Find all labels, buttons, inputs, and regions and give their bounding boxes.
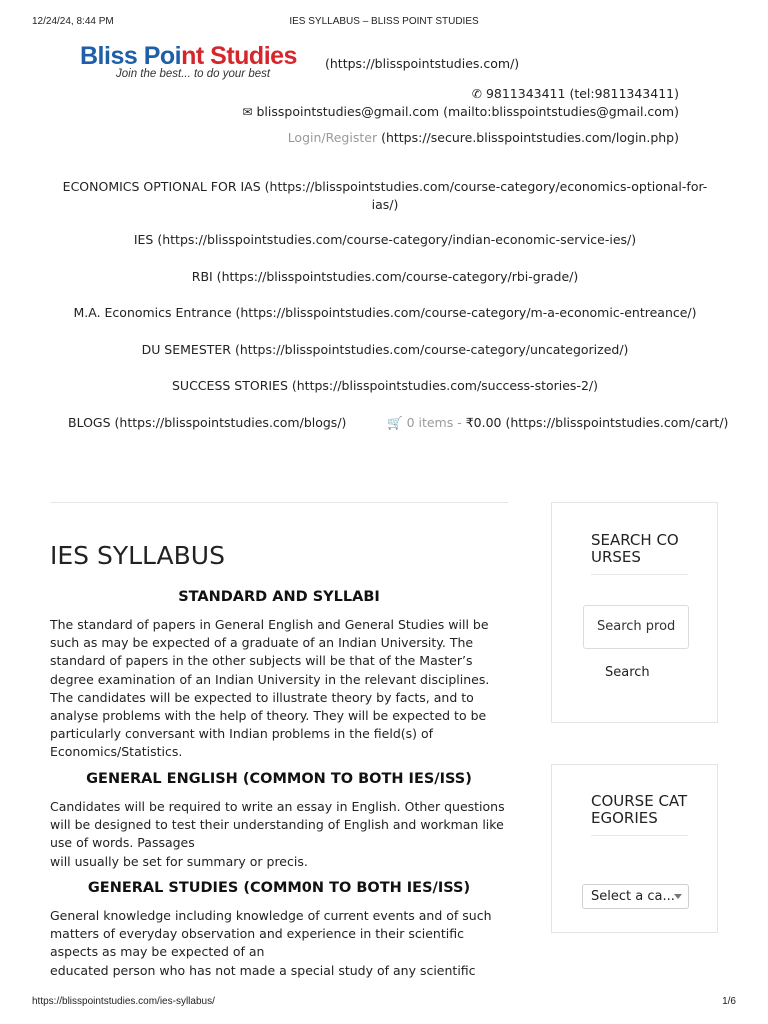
nav-item-success-stories[interactable]: SUCCESS STORIES (https://blisspointstudies.com/success-stories-2/) <box>172 378 598 393</box>
section-paragraph-standard: The standard of papers in General English and General Studies will be such as may be expected of a graduate of an Indian University. The standard of papers in the other subjects will be that of the Master’s degree examination of an Indian University in the relevant disciplines. The candidates will be expected to illustrate theory by facts, and to analyse problems with the help of theory. They will be expected to be particularly conversant with Indian problems in the field(s) of Economics/Statistics. <box>50 617 490 760</box>
cart-total: ₹0.00 (https://blisspointstudies.com/cart/) <box>461 415 729 430</box>
login-register-link[interactable] <box>288 130 679 145</box>
cart-icon: 🛒 <box>387 415 403 430</box>
print-datetime: 12/24/24, 8:44 PM <box>32 16 114 27</box>
search-courses-title: SEARCH COURSES <box>591 532 688 575</box>
section-heading-standard: STANDARD AND SYLLABI <box>178 589 380 605</box>
print-page-number: 1/6 <box>722 996 736 1007</box>
phone-icon: ✆ <box>471 87 482 101</box>
page-title: IES SYLLABUS <box>50 541 225 570</box>
phone-text: 9811343411 (tel:9811343411) <box>485 86 679 101</box>
logo-wordmark: Bliss Point Studies <box>80 42 297 70</box>
course-categories-title: COURSE CATEGORIES <box>591 793 688 836</box>
nav-item-ies[interactable]: IES (https://blisspointstudies.com/course-category/indian-economic-service-ies/) <box>133 232 637 247</box>
logo-tagline: Join the best... to do your best <box>116 68 271 80</box>
section-paragraph-general-studies: General knowledge including knowledge of current events and of such matters of everyday observation and experience in their scientific aspects as may be expected of an educated person who has not made a special study of any scientific <box>50 908 492 978</box>
email-link[interactable] <box>242 104 679 119</box>
email-text: blisspointstudies@gmail.com (mailto:blisspointstudies@gmail.com) <box>256 104 679 119</box>
cart-link[interactable] <box>387 414 728 432</box>
search-courses-widget <box>551 502 718 723</box>
nav-item-ma-economics[interactable]: M.A. Economics Entrance (https://blisspointstudies.com/course-category/m-a-economic-entreance/) <box>73 305 697 320</box>
section-heading-general-english: GENERAL ENGLISH (COMMON TO BOTH IES/ISS) <box>86 771 472 787</box>
content-divider <box>50 502 508 503</box>
site-logo[interactable] <box>80 42 297 80</box>
nav-item-blogs[interactable]: BLOGS (https://blisspointstudies.com/blogs/) <box>68 415 347 430</box>
search-input[interactable]: Search prod <box>583 605 689 649</box>
section-heading-general-studies: GENERAL STUDIES (COMM0N TO BOTH IES/ISS) <box>87 880 471 896</box>
search-button[interactable]: Search <box>605 665 650 680</box>
category-select[interactable] <box>582 884 689 909</box>
login-register-url: (https://secure.blisspointstudies.com/login.php) <box>381 130 679 145</box>
print-footer-url: https://blisspointstudies.com/ies-syllabus/ <box>32 996 215 1007</box>
print-title: IES SYLLABUS – BLISS POINT STUDIES <box>289 16 479 27</box>
course-categories-widget <box>551 764 718 933</box>
envelope-icon: ✉ <box>242 105 253 119</box>
section-paragraph-general-english: Candidates will be required to write an essay in English. Other questions will be designed to test their understanding of English and workman like use of words. Passages will usually be set for summary or precis. <box>50 799 505 869</box>
nav-item-economics-optional[interactable]: ECONOMICS OPTIONAL FOR IAS (https://blisspointstudies.com/course-category/economics-optional-for-ias/) <box>62 179 708 212</box>
login-register-label: Login/Register <box>287 130 378 145</box>
cart-items: 0 items - <box>406 415 462 430</box>
nav-item-rbi[interactable]: RBI (https://blisspointstudies.com/course-category/rbi-grade/) <box>191 269 579 284</box>
logo-url[interactable]: (https://blisspointstudies.com/) <box>325 56 520 71</box>
nav-item-du-semester[interactable]: DU SEMESTER (https://blisspointstudies.com/course-category/uncategorized/) <box>141 342 629 357</box>
phone-link[interactable] <box>472 86 679 101</box>
category-select-value: Select a ca... <box>591 889 675 904</box>
chevron-down-icon <box>674 894 682 899</box>
